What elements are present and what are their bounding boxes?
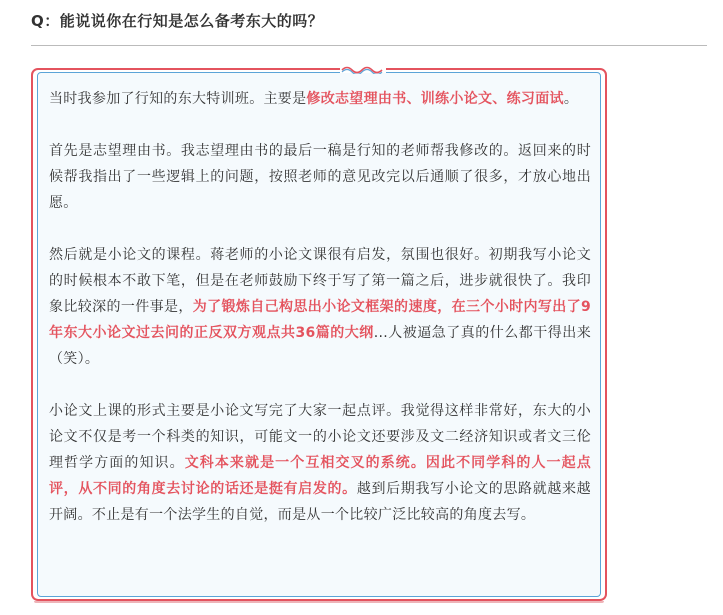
answer-paragraph	[49, 398, 591, 528]
body-text: 当时我参加了行知的东大特训班。主要是	[49, 91, 307, 107]
body-text: 然后就是小论文的课程。蒋老师的小论文课很有启发，氛围也很好。初期我写小论文的时候根本不敢下笔，但是在老师鼓励下终于写了第一篇之后，进步就很快了。我印象比较深的一件事是，	[49, 247, 591, 315]
body-text: ...人被逼急了真的什么都干得出来（笑）。	[49, 325, 591, 367]
body-text: 。	[563, 91, 579, 107]
answer-paragraph	[49, 86, 591, 112]
body-text: 越到后期我写小论文的思路就越来越开阔。不止是有一个法学生的自觉，而是从一个比较广泛比较高的角度去写。	[49, 481, 591, 523]
answer-paragraph	[49, 242, 591, 372]
answer-card-shadow	[34, 601, 604, 603]
question-heading: Q：能说说你在行知是怎么备考东大的吗？	[31, 12, 324, 30]
body-text: 首先是志望理由书。我志望理由书的最后一稿是行知的老师帮我修改的。返回来的时候帮我指出了一些逻辑上的问题，按照老师的意见改完以后通顺了很多，才放心地出愿。	[49, 143, 591, 211]
highlight-text: 文科本来就是一个互相交叉的系统。因此不同学科的人一起点评，从不同的角度去讨论的话还是挺有启发的。	[49, 455, 591, 497]
highlight-text: 修改志望理由书、训练小论文、练习面试	[306, 91, 564, 107]
answer-paragraph	[49, 138, 591, 216]
body-text: 小论文上课的形式主要是小论文写完了大家一起点评。我觉得这样非常好，东大的小论文不仅是考一个科类的知识，可能文一的小论文还要涉及文二经济知识或者文三伦理哲学方面的知识。	[49, 403, 591, 471]
wave-ornament-icon	[340, 64, 386, 74]
heading-divider	[31, 45, 707, 46]
answer-content	[49, 86, 591, 554]
highlight-text: 为了锻炼自己构思出小论文框架的速度，在三个小时内写出了9年东大小论文过去问的正反双方观点共36篇的大纲	[49, 299, 592, 341]
